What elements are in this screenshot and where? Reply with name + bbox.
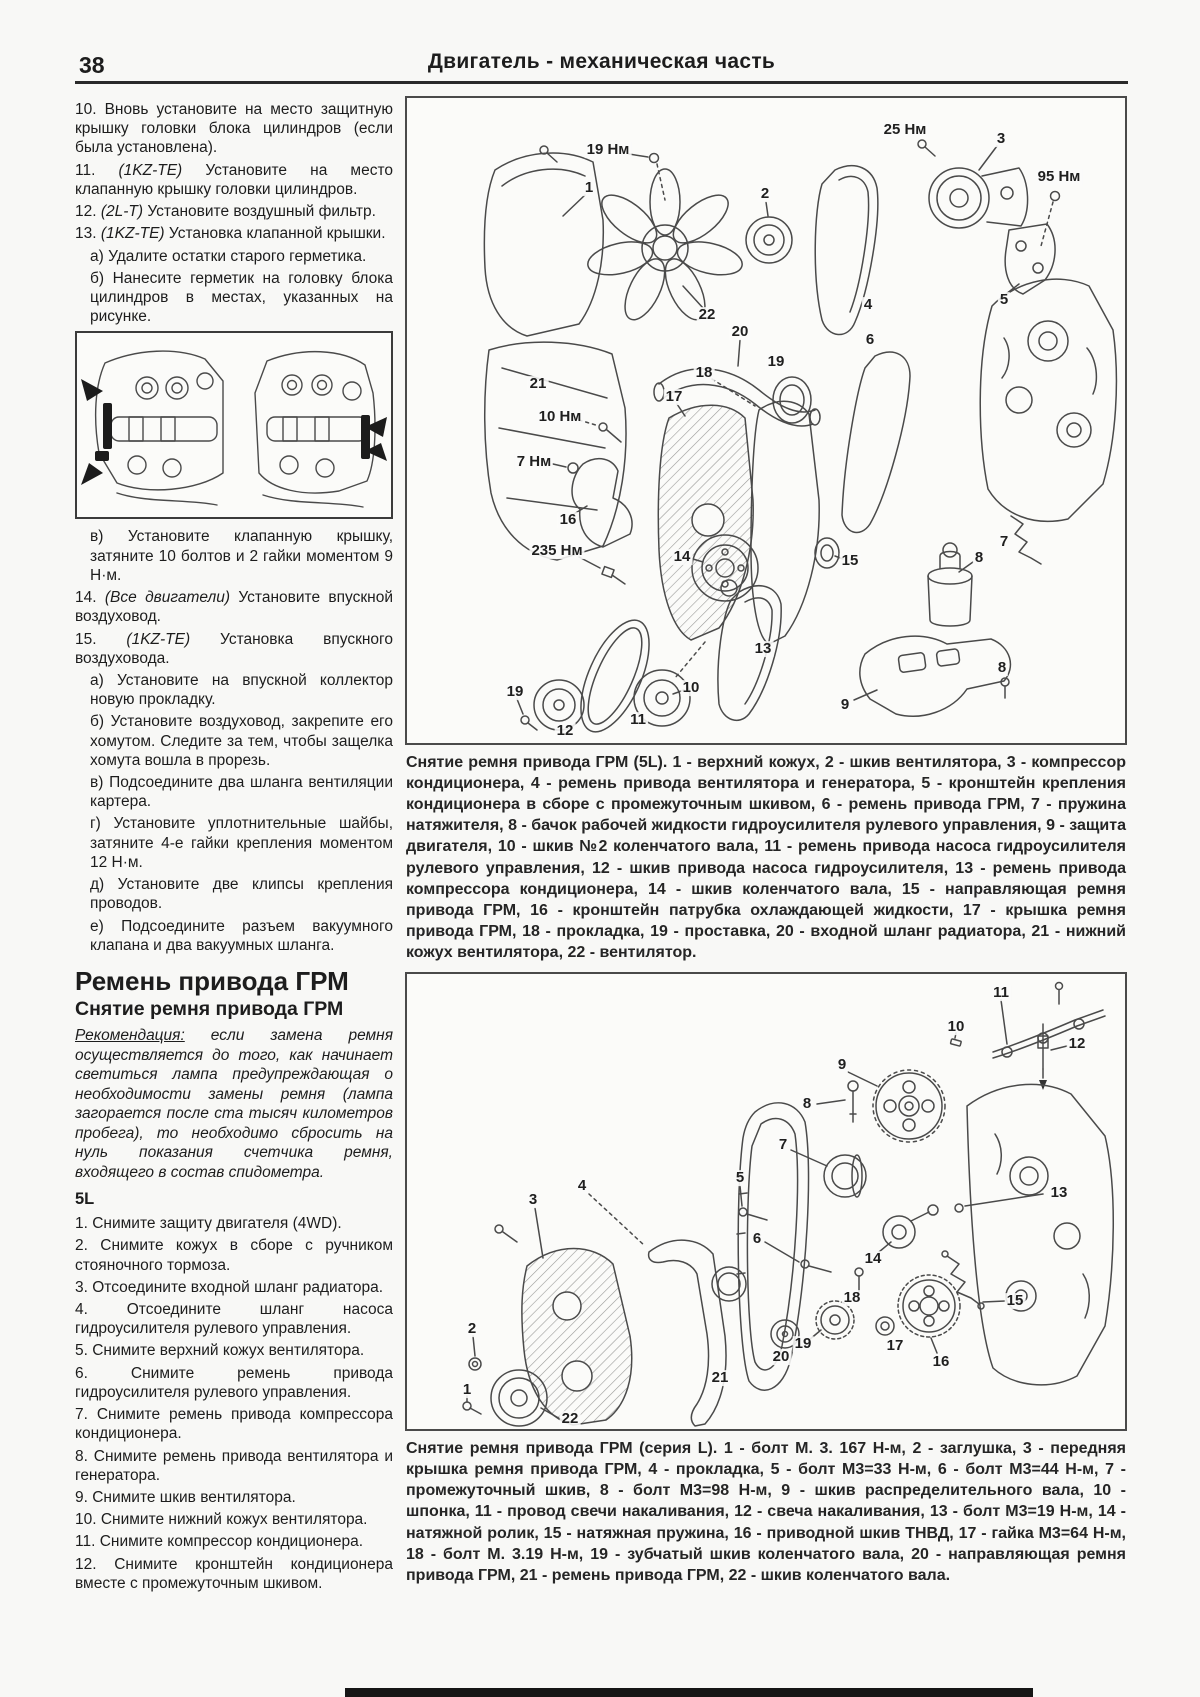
step-item: 12. (2L-T) Установите воздушный фильтр. bbox=[75, 203, 376, 221]
step-item: 8. Снимите ремень привода вентилятора и генератора. bbox=[75, 1447, 393, 1484]
step-item: г) Установите уплотнительные шайбы, затяните 4-е гайки крепления моментом 12 Н·м. bbox=[90, 815, 393, 871]
step-item: 6. Снимите ремень привода гидроусилителя рулевого управления. bbox=[75, 1364, 393, 1401]
callout-label: 16 bbox=[932, 1353, 950, 1371]
recommendation-note bbox=[75, 1026, 393, 1182]
step-item: 11. Снимите компрессор кондиционера. bbox=[75, 1533, 364, 1551]
page-number: 38 bbox=[79, 52, 105, 78]
step-item: 12. Снимите кронштейн кондиционера вместе с промежуточным шкивом. bbox=[75, 1555, 393, 1592]
callout-label: 1 bbox=[584, 179, 594, 197]
callout-label: 15 bbox=[1006, 1292, 1024, 1310]
sealant-arrows bbox=[81, 379, 387, 485]
steps-block-middle bbox=[75, 527, 393, 955]
callout-label: 235 Нм bbox=[531, 542, 583, 560]
callout-label: 21 bbox=[711, 1369, 729, 1387]
callout-label: 22 bbox=[698, 306, 716, 324]
callout-label: 19 Нм bbox=[586, 141, 630, 159]
steps-block-bottom bbox=[75, 1214, 393, 1593]
step-item: е) Подсоедините разъем вакуумного клапана и два вакуумных шланга. bbox=[90, 917, 393, 954]
callout-label: 8 bbox=[974, 549, 984, 567]
step-item: в) Установите клапанную крышку, затяните 10 болтов и 2 гайки моментом 9 Н·м. bbox=[90, 528, 394, 584]
step-item: 10. Вновь установите на место защитную крышку головки блока цилиндров (если была установлена). bbox=[75, 101, 393, 157]
callout-label: 3 bbox=[528, 1191, 538, 1209]
callout-label: 21 bbox=[529, 375, 547, 393]
step-item: а) Удалите остатки старого герметика. bbox=[90, 247, 367, 265]
callout-label: 2 bbox=[760, 185, 770, 203]
callout-label: 4 bbox=[577, 1177, 587, 1195]
callout-label: 10 bbox=[682, 679, 700, 697]
callout-label: 9 bbox=[837, 1056, 847, 1074]
step-item: 2. Снимите кожух в сборе с ручником стояночного тормоза. bbox=[75, 1237, 393, 1274]
callout-label: 12 bbox=[556, 722, 574, 740]
callout-label: 13 bbox=[1050, 1184, 1068, 1202]
step-item: 7. Снимите ремень привода компрессора кондиционера. bbox=[75, 1406, 394, 1443]
step-item: б) Установите воздуховод, закрепите его хомутом. Следите за тем, чтобы защелка хомута вошла в прорезь. bbox=[90, 713, 393, 769]
step-item: 13. (1KZ-TE) Установка клапанной крышки. bbox=[75, 225, 386, 243]
callout-label: 20 bbox=[772, 1348, 790, 1366]
section-title: Ремень привода ГРМ bbox=[75, 966, 349, 996]
callout-label: 11 bbox=[630, 711, 646, 729]
callout-label: 20 bbox=[731, 323, 749, 341]
step-item: д) Установите две клипсы крепления проводов. bbox=[90, 876, 394, 913]
callout-label: 6 bbox=[752, 1230, 762, 1248]
steps-block-top bbox=[75, 100, 393, 326]
page-header bbox=[75, 50, 1128, 84]
step-item: 1. Снимите защиту двигателя (4WD). bbox=[75, 1215, 342, 1233]
callout-label: 11 bbox=[993, 984, 1009, 1002]
callout-label: 7 bbox=[778, 1136, 788, 1154]
step-item: 11. (1KZ-TE) Установите на место клапанную крышку головки цилиндров. bbox=[75, 161, 393, 198]
figure-head-sealant bbox=[75, 331, 393, 519]
callout-label: 14 bbox=[673, 548, 691, 566]
callout-label: 1 bbox=[462, 1381, 472, 1399]
page-title: Двигатель - механическая часть bbox=[427, 50, 776, 73]
callout-label: 2 bbox=[467, 1320, 477, 1338]
callout-label: 14 bbox=[864, 1250, 882, 1268]
scan-edge-bar bbox=[345, 1688, 1033, 1697]
callout-label: 22 bbox=[561, 1410, 579, 1428]
head-sealant-drawing bbox=[77, 333, 391, 517]
callout-label: 17 bbox=[886, 1337, 904, 1355]
callout-label: 15 bbox=[841, 552, 859, 570]
callout-label: 25 Нм bbox=[883, 121, 927, 139]
recommendation-label: Рекомендация: bbox=[75, 1027, 185, 1045]
callout-label: 4 bbox=[863, 296, 873, 314]
callout-label: 3 bbox=[996, 130, 1006, 148]
figure-exploded-5l bbox=[405, 96, 1127, 745]
step-item: в) Подсоедините два шланга вентиляции картера. bbox=[90, 774, 393, 811]
fig2-callouts bbox=[407, 974, 1125, 1429]
step-item: 9. Снимите шкив вентилятора. bbox=[75, 1488, 296, 1506]
callout-label: 9 bbox=[840, 696, 850, 714]
callout-label: 12 bbox=[1068, 1035, 1086, 1053]
callout-label: 18 bbox=[695, 364, 713, 382]
engine-code-label: 5L bbox=[75, 1190, 95, 1209]
callout-label: 5 bbox=[735, 1169, 745, 1187]
callout-label: 6 bbox=[865, 331, 875, 349]
callout-label: 95 Нм bbox=[1037, 168, 1081, 186]
callout-label: 13 bbox=[754, 640, 772, 658]
step-item: а) Установите на впускной коллектор новую прокладку. bbox=[90, 671, 393, 709]
callout-label: 18 bbox=[843, 1289, 861, 1307]
step-item: б) Нанесите герметик на головку блока цилиндров в местах, указанных на рисунке. bbox=[90, 269, 393, 326]
callout-label: 19 bbox=[794, 1335, 812, 1353]
step-item: 10. Снимите нижний кожух вентилятора. bbox=[75, 1511, 368, 1529]
callout-label: 5 bbox=[999, 291, 1009, 309]
fig1-callouts bbox=[407, 98, 1125, 743]
callout-label: 8 bbox=[997, 659, 1007, 677]
subsection-title: Снятие ремня привода ГРМ bbox=[75, 997, 344, 1020]
step-item: 14. (Все двигатели) Установите впускной воздуховод. bbox=[75, 589, 393, 626]
left-column bbox=[75, 100, 393, 1596]
callout-label: 16 bbox=[559, 511, 577, 529]
callout-label: 19 bbox=[506, 683, 524, 701]
step-item: 3. Отсоедините входной шланг радиатора. bbox=[75, 1278, 384, 1296]
callout-label: 17 bbox=[665, 388, 683, 406]
figure-exploded-l-series bbox=[405, 972, 1127, 1431]
figure-caption-5l: Снятие ремня привода ГРМ (5L). 1 - верхний кожух, 2 - шкив вентилятора, 3 - компрессор кондиционера, 4 - ремень привода вентилятора и генератора, 5 - кронштейн крепления кондиционера в сборе с промежуточным шкивом, 6 - ремень привода ГРМ, 7 - пружина натяжителя, 8 - бачок рабочей жидкости гидроусилителя рулевого управления, 9 - защита двигателя, 10 - шкив №2 коленчатого вала, 11 - ремень привода насоса гидроусилителя рулевого управления, 12 - шкив привода насоса гидроусилителя, 13 - ремень привода компрессора кондиционера, 14 - шкив коленчатого вала, 15 - направляющая ремня привода ГРМ, 16 - кронштейн патрубка охлаждающей жидкости, 17 - крышка ремня привода ГРМ, 18 - прокладка, 19 - проставка, 20 - входной шланг радиатора, 21 - нижний кожух вентилятора, 22 - вентилятор. bbox=[406, 754, 1126, 961]
figure-caption-l-series: Снятие ремня привода ГРМ (серия L). 1 - болт М. 3. 167 Н-м, 2 - заглушка, 3 - передняя крышка ремня привода ГРМ, 4 - прокладка, 5 - болт М3=33 Н-м, 6 - болт М3=44 Н-м, 7 - промежуточный шкив, 8 - болт М3=98 Н-м, 9 - шкив распределительного вала, 10 - шпонка, 11 - провод свечи накаливания, 12 - свеча накаливания, 13 - болт М3=19 Н-м, 14 - натяжной ролик, 15 - натяжная пружина, 16 - приводной шкив ТНВД, 17 - гайка М3=64 Н-м, 18 - болт М. 3.19 Н-м, 19 - зубчатый шкив коленчатого вала, 20 - направляющая ремня привода ГРМ, 21 - ремень привода ГРМ, 22 - шкив коленчатого вала. bbox=[406, 1440, 1126, 1584]
callout-label: 10 bbox=[947, 1018, 965, 1036]
callout-label: 19 bbox=[767, 353, 785, 371]
callout-label: 10 Нм bbox=[538, 408, 582, 426]
recommendation-text: если замена ремня осуществляется до того, как начинает светиться лампа предупреждающая о необходимости замены ремня (лампа загорается после ста тысяч километров пробега), то необходимо сбросить на нуль показания счетчика ремня, входящего в состав спидометра. bbox=[75, 1027, 393, 1181]
callout-label: 7 bbox=[999, 533, 1009, 551]
step-item: 15. (1KZ-TE) Установка впускного воздуховода. bbox=[75, 630, 393, 667]
right-column bbox=[405, 96, 1127, 1595]
step-item: 4. Отсоедините шланг насоса гидроусилителя рулевого управления. bbox=[75, 1301, 394, 1338]
callout-label: 8 bbox=[802, 1095, 812, 1113]
callout-label: 7 Нм bbox=[516, 453, 552, 471]
step-item: 5. Снимите верхний кожух вентилятора. bbox=[75, 1342, 365, 1360]
